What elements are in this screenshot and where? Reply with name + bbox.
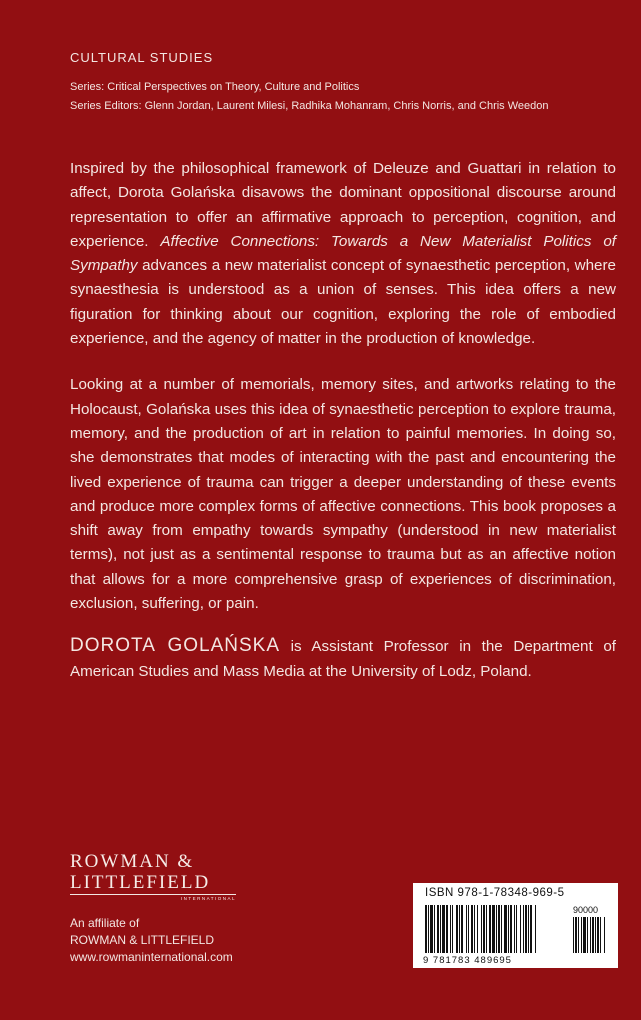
description-text: advances a new materialist concept of synaesthetic perception, where synaesthesia is understood as a union of senses. This idea offers a new figuration for thinking about our cognition, exploring the role of embodied experience, and the agency of matter in the production of knowledge. [70,257,616,348]
logo-line-1: ROWMAN & [70,851,195,872]
affiliate-label: An affiliate of [70,916,140,930]
logo-subtitle: INTERNATIONAL [70,894,236,901]
isbn-barcode [413,883,618,968]
author-bio-text: is Assistant Professor in the Department of American Studies and Mass Media at the University of Lodz, Poland. [70,638,616,680]
affiliate-info [70,915,270,966]
description-text: Inspired by the philosophical framework of Deleuze and Guattari in relation to affect, Dorota Golańska disavows the dominant oppositional discourse around representation to offer an affirmative approach to perception, cognition, and experience. [70,160,616,250]
logo-line-2: LITTLEFIELD [70,872,211,893]
series-name: Series: Critical Perspectives on Theory, Culture and Politics [70,81,360,93]
book-description [70,157,616,684]
isbn-label: ISBN 978-1-78348-969-5 [425,887,565,899]
series-editors: Series Editors: Glenn Jordan, Laurent Milesi, Radhika Mohanram, Chris Norris, and Chris Weedon [70,100,549,112]
barcode-addon: 90000 [573,905,599,915]
barcode-digits: 9 781783 489695 [423,955,512,966]
publisher-website[interactable]: www.rowmaninternational.com [70,950,233,964]
description-paragraph-2: Looking at a number of memorials, memory sites, and artworks relating to the Holocaust, Golańska uses this idea of synaesthetic perception to explore trauma, memory, and the production of art in relation to painful memories. In doing so, she demonstrates that modes of interacting with the past and encountering the lived experience of trauma can trigger a deeper understanding of these events and produce more complex forms of affective connections. This book proposes a shift away from empathy towards sympathy (understood in new materialist terms), not just as a sentimental response to trauma but as an affective notion that allows for a more comprehensive grasp of experiences of discrimination, exclusion, suffering, or pain. [70,376,616,613]
barcode-icon [423,903,611,955]
book-title-italic: Affective Connections: Towards a New Materialist Politics of Sympathy [70,232,616,275]
author-bio [70,634,616,684]
publisher-logo [70,851,270,901]
series-info [70,50,630,116]
series-title: CULTURAL STUDIES [70,50,214,65]
publisher-block [70,851,270,966]
author-name: DOROTA GOLAŃSKA [70,635,281,657]
description-paragraph-1 [70,157,616,351]
affiliate-name: ROWMAN & LITTLEFIELD [70,933,215,947]
